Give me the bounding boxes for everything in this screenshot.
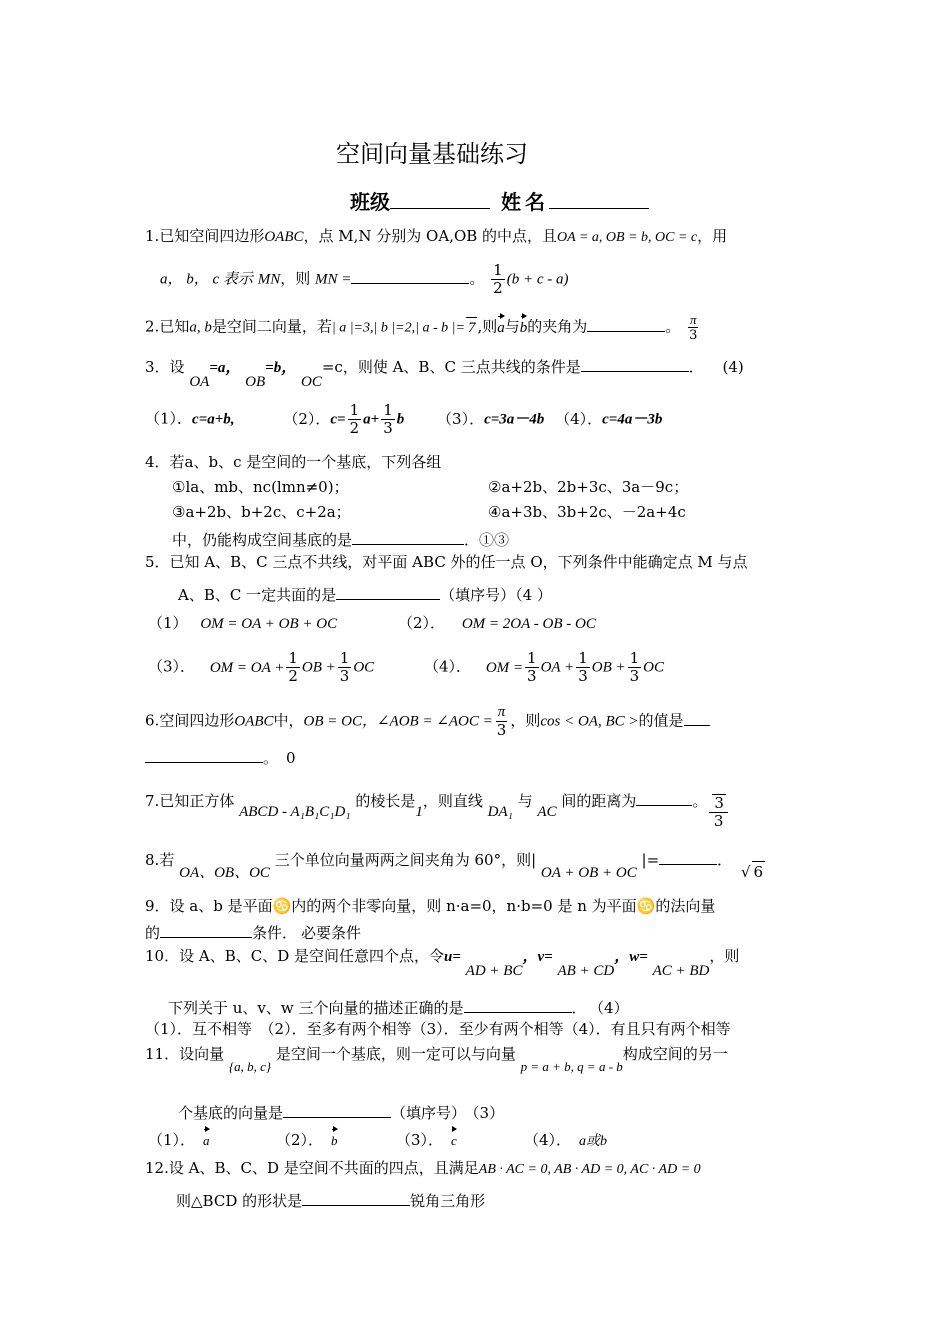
math-ob: OB bbox=[245, 374, 266, 390]
question-text: A、B、C 一定共面的是 bbox=[178, 586, 337, 604]
punctuation: ． bbox=[717, 851, 733, 869]
answer-fraction bbox=[687, 312, 699, 343]
math-one: 1 bbox=[415, 804, 423, 820]
question-text: 已知 bbox=[159, 317, 190, 336]
punctuation: ． bbox=[571, 999, 587, 1017]
fraction-numerator: 1 bbox=[578, 649, 588, 667]
fraction-numerator: π bbox=[497, 704, 506, 720]
fraction-numerator: π bbox=[689, 312, 697, 327]
header bbox=[350, 186, 649, 215]
answer: 必要条件 bbox=[301, 924, 362, 942]
answer-blank[interactable] bbox=[684, 708, 710, 726]
fraction-denominator: 2 bbox=[349, 419, 360, 437]
math-v-expr: AB + CD bbox=[557, 963, 615, 979]
question-text: 的夹角为 bbox=[527, 317, 588, 336]
question-number: 10． bbox=[145, 947, 180, 965]
fraction-denominator: 2 bbox=[288, 667, 298, 685]
question-text: ，则 bbox=[709, 947, 740, 965]
question-11-option-2 bbox=[276, 1130, 338, 1151]
question-6-line-1 bbox=[145, 704, 710, 739]
question-text: 设 A、B、C、D 是空间不共面的四点，且满足 bbox=[168, 1159, 479, 1177]
answer-blank[interactable] bbox=[464, 995, 572, 1013]
option-expression: OM = OA + OB + OC bbox=[200, 616, 338, 632]
question-number: 2. bbox=[145, 317, 160, 336]
question-text: ，点 M,N 分别为 OA,OB 的中点，且 bbox=[303, 227, 558, 245]
math-oabc: OABC bbox=[234, 713, 274, 730]
option-label: （3）． bbox=[396, 1131, 444, 1149]
vector-a: a bbox=[203, 1131, 210, 1151]
option-label: （4）． bbox=[424, 657, 472, 676]
question-text: a， b， c 表示 bbox=[160, 271, 253, 288]
question-number: 3．设 bbox=[145, 358, 185, 376]
answer-blank[interactable] bbox=[659, 847, 717, 865]
fraction bbox=[338, 650, 352, 685]
math-ab: a, b bbox=[189, 319, 212, 336]
fraction-denominator: 3 bbox=[629, 667, 640, 685]
question-text: 个基底的向量是 bbox=[178, 1104, 284, 1122]
answer: （4 ） bbox=[515, 586, 552, 604]
math-oabc: OABC bbox=[264, 229, 304, 245]
question-text: 已知正方体 bbox=[159, 792, 235, 810]
question-text: ,则 bbox=[477, 317, 498, 336]
question-text: a、b、c 是空间的一个基底，下列各组 bbox=[184, 453, 442, 471]
question-text: ，则 bbox=[510, 711, 541, 730]
question-text: |= bbox=[641, 851, 660, 869]
question-text: ，用 bbox=[697, 227, 728, 245]
question-4-group-2: ②a+2b、2b+3c、3a－9c； bbox=[488, 478, 689, 496]
fraction-denominator: 2 bbox=[493, 279, 503, 297]
question-number: 6. bbox=[145, 711, 160, 730]
answer-blank[interactable] bbox=[160, 920, 252, 938]
question-number: 7. bbox=[145, 792, 160, 810]
question-text: 中， bbox=[273, 711, 304, 730]
question-9-line-2 bbox=[145, 920, 361, 943]
question-text: 中，仍能构成空间基底的是 bbox=[172, 531, 353, 549]
question-10-line-2 bbox=[168, 995, 629, 1018]
math-sum: OA + OB + OC bbox=[540, 865, 637, 881]
math-u: u= bbox=[444, 949, 461, 965]
fraction-numerator: 1 bbox=[339, 649, 350, 667]
option-label: （1）． bbox=[145, 409, 193, 428]
question-text: 若 bbox=[159, 851, 175, 869]
math-vector-definitions: OA = a, OB = b, OC = c bbox=[557, 230, 698, 245]
name-label: 姓名 bbox=[500, 190, 549, 214]
question-number: 11． bbox=[145, 1045, 180, 1063]
punctuation: 。 bbox=[469, 269, 485, 288]
fraction bbox=[348, 402, 362, 437]
question-10-options: （1）．互不相等 （2）．至多有两个相等（3）．至少有两个相等（4）．有且只有两个相等 bbox=[145, 1020, 731, 1038]
question-text: （填序号） bbox=[391, 1104, 467, 1122]
fraction-numerator: 1 bbox=[493, 261, 503, 279]
fraction bbox=[495, 704, 509, 739]
question-9-line-1: 9．设 a、b 是平面♋内的两个非零向量，则 n·a=0，n·b=0 是 n 为平面♋的法向量 bbox=[145, 897, 716, 915]
answer-sqrt6: √ 6 bbox=[740, 863, 764, 881]
question-4-line-4 bbox=[172, 527, 509, 550]
question-5-option-2 bbox=[398, 613, 596, 634]
answer-blank[interactable] bbox=[581, 354, 689, 372]
option-expression: c=4a－3b bbox=[602, 411, 663, 428]
fraction bbox=[381, 402, 395, 437]
answer-blank-continued[interactable] bbox=[145, 745, 263, 763]
math-vectors: OA、OB、OC bbox=[179, 865, 270, 881]
math-condition: AB · AC = 0, AB · AD = 0, AC · AD = 0 bbox=[478, 1162, 701, 1177]
option-expression: a+ bbox=[363, 411, 380, 428]
option-expression: OM = 2OA - OB - OC bbox=[461, 616, 596, 632]
answer-blank[interactable] bbox=[336, 582, 440, 600]
answer-expression: (b + c - a) bbox=[506, 271, 569, 288]
option-label: （4）． bbox=[524, 1131, 572, 1149]
math-condition: OB = OC，∠AOB = ∠AOC = bbox=[303, 713, 493, 730]
question-5-line-2 bbox=[178, 582, 552, 605]
option-label: （2）． bbox=[398, 614, 446, 632]
answer-blank[interactable] bbox=[587, 314, 665, 332]
option-expression: c=3a－4b bbox=[484, 411, 545, 428]
question-text: 的值是 bbox=[638, 711, 684, 730]
question-5-option-1 bbox=[148, 613, 337, 634]
question-text: 是空间二向量，若 bbox=[211, 317, 332, 336]
fraction-denominator: 3 bbox=[383, 419, 393, 437]
option-label: （2）． bbox=[283, 409, 331, 428]
fraction-numerator: 1 bbox=[349, 401, 360, 419]
answer: 0 bbox=[286, 749, 296, 767]
question-text: 条件． bbox=[252, 924, 298, 942]
answer-blank[interactable] bbox=[351, 266, 469, 284]
question-12-line-2 bbox=[176, 1188, 485, 1211]
fraction bbox=[286, 650, 300, 685]
option-label: （3）． bbox=[148, 657, 196, 676]
class-label: 班级 bbox=[350, 190, 390, 214]
question-text: 设向量 bbox=[179, 1045, 225, 1063]
question-text: 构成空间的另一 bbox=[622, 1045, 728, 1063]
question-10-line-1 bbox=[145, 946, 740, 979]
question-number: 4．若 bbox=[145, 453, 185, 471]
vector-a: a bbox=[497, 319, 505, 336]
question-11-option-4 bbox=[524, 1130, 607, 1152]
punctuation: 。 bbox=[665, 317, 681, 336]
question-8 bbox=[145, 847, 765, 881]
page-title: 空间向量基础练习 bbox=[336, 140, 528, 168]
option-label: （3）． bbox=[437, 409, 485, 428]
vector-c: c bbox=[451, 1131, 457, 1151]
question-11-option-1 bbox=[148, 1130, 210, 1151]
answer-blank[interactable] bbox=[302, 1188, 410, 1206]
math-mn: MN = bbox=[315, 271, 352, 288]
math-oc: OC bbox=[301, 374, 322, 390]
fraction-denominator: 3 bbox=[339, 667, 350, 685]
question-text: 下列关于 u、v、w 三个向量的描述正确的是 bbox=[168, 999, 464, 1017]
answer-blank[interactable] bbox=[283, 1100, 391, 1118]
question-text: 空间四边形 bbox=[159, 711, 235, 730]
question-text: 则△BCD 的形状是 bbox=[176, 1192, 303, 1210]
math-cos: cos < OA, BC > bbox=[540, 713, 639, 730]
answer: ①③ bbox=[479, 531, 510, 549]
punctuation: 。 bbox=[263, 749, 279, 767]
answer-blank[interactable] bbox=[636, 788, 692, 806]
answer-fraction bbox=[709, 794, 728, 830]
fraction-numerator: 1 bbox=[288, 649, 298, 667]
option-label: （1）． bbox=[148, 1131, 196, 1149]
option-expression: OC bbox=[353, 659, 375, 676]
option-expression: OB + bbox=[301, 659, 336, 676]
option-label: （4）． bbox=[555, 409, 603, 428]
question-text: （填序号） bbox=[440, 586, 516, 604]
class-field[interactable] bbox=[390, 191, 490, 209]
question-text: 的 bbox=[145, 924, 161, 942]
option-expression: OA + bbox=[540, 659, 575, 676]
answer: （4） bbox=[596, 999, 629, 1017]
answer: （3） bbox=[472, 1104, 505, 1122]
question-text: 三个单位向量两两之间夹角为 60°，则| bbox=[274, 851, 537, 869]
option-expression: OB + bbox=[591, 659, 626, 676]
question-3 bbox=[145, 354, 744, 390]
math-pq: p = a + b, q = a - b bbox=[520, 1059, 623, 1074]
fraction-denominator: 3 bbox=[496, 721, 507, 739]
math-basis: {a, b, c} bbox=[228, 1059, 272, 1074]
fraction-numerator: 1 bbox=[527, 649, 537, 667]
math-eq: =a， bbox=[209, 360, 241, 376]
fraction-numerator: 1 bbox=[383, 401, 393, 419]
question-text: 间的距离为 bbox=[561, 792, 637, 810]
math-sqrt-7: 7 bbox=[466, 317, 478, 338]
math-cube: ABCD - A₁B₁C₁D₁ bbox=[239, 804, 351, 820]
question-4-group-4: ④a+3b、3b+2c、－2a+4c bbox=[488, 503, 686, 521]
punctuation: ． bbox=[464, 531, 480, 549]
question-11-line-2 bbox=[178, 1100, 504, 1123]
question-3-options bbox=[145, 402, 662, 437]
question-text: 与 bbox=[504, 317, 520, 336]
sqrt-value: 6 bbox=[753, 863, 764, 881]
answer-blank[interactable] bbox=[352, 527, 464, 545]
fraction bbox=[576, 650, 590, 685]
option-expression: b bbox=[396, 411, 405, 428]
answer: (4) bbox=[722, 358, 744, 376]
answer-fraction bbox=[491, 262, 505, 297]
option-label: （1） bbox=[148, 614, 188, 632]
option-expression: OM = OA + bbox=[209, 659, 285, 676]
question-text: ，则直线 bbox=[422, 792, 483, 810]
question-7 bbox=[145, 784, 730, 830]
question-text: 已知空间四边形 bbox=[159, 227, 265, 245]
math-ac: AC bbox=[537, 804, 557, 820]
question-number: 12. bbox=[145, 1159, 169, 1177]
question-1-line-1 bbox=[145, 226, 727, 248]
math-w: ，w= bbox=[614, 949, 648, 965]
question-number: 8. bbox=[145, 851, 160, 869]
question-2 bbox=[145, 312, 701, 343]
question-4-group-3: ③a+2b、b+2c、c+2a； bbox=[172, 503, 351, 521]
option-expression: c= bbox=[330, 411, 346, 428]
math-v: ，v= bbox=[522, 949, 553, 965]
math-w-expr: AC + BD bbox=[652, 963, 710, 979]
question-1-line-2 bbox=[160, 262, 568, 297]
answer: 锐角三角形 bbox=[410, 1192, 486, 1210]
fraction-denominator: 3 bbox=[689, 328, 698, 343]
math-da1: DA₁ bbox=[487, 804, 513, 820]
fraction-denominator: 3 bbox=[527, 667, 537, 685]
question-number: 1. bbox=[145, 227, 160, 245]
vector-b: b bbox=[331, 1131, 338, 1151]
math-eq: =b， bbox=[265, 360, 297, 376]
question-text: 是空间一个基底，则一定可以与向量 bbox=[275, 1045, 516, 1063]
question-4-line-1 bbox=[145, 452, 441, 472]
question-6-line-2 bbox=[145, 745, 296, 768]
option-label: （2）． bbox=[276, 1131, 324, 1149]
question-text: 与 bbox=[517, 792, 533, 810]
question-5-line-1: 5．已知 A、B、C 三点不共线，对平面 ABC 外的任一点 O，下列条件中能确定点 M 与点 bbox=[145, 553, 748, 571]
fraction-denominator: 3 bbox=[713, 812, 724, 830]
question-5-option-4 bbox=[424, 650, 664, 685]
name-field[interactable] bbox=[549, 191, 649, 209]
option-expression: OC bbox=[643, 659, 664, 676]
vector-b: b bbox=[519, 319, 528, 336]
question-text: =c，则使 A、B、C 三点共线的条件是 bbox=[321, 358, 581, 376]
option-expression: c=a+b, bbox=[192, 411, 235, 428]
question-11-option-3 bbox=[396, 1130, 457, 1151]
math-condition: | a |=3,| b |=2,| a - b |= bbox=[331, 320, 465, 336]
fraction-numerator: 3 bbox=[714, 794, 724, 812]
vector-a-or-b: a或b bbox=[579, 1134, 608, 1149]
question-4-group-1: ①la、mb、nc(lmn≠0)； bbox=[172, 478, 349, 496]
question-text: ，则 bbox=[280, 269, 311, 288]
question-text: 的棱长是 bbox=[355, 792, 416, 810]
question-11-line-1 bbox=[145, 1044, 728, 1074]
math-oa: OA bbox=[189, 374, 210, 390]
question-12-line-1 bbox=[145, 1158, 701, 1180]
question-5-option-3 bbox=[148, 650, 374, 685]
fraction-denominator: 3 bbox=[578, 667, 588, 685]
punctuation: 。 bbox=[692, 792, 708, 810]
option-expression: OM = bbox=[485, 659, 524, 676]
question-text: 设 A、B、C、D 是空间任意四个点，令 bbox=[179, 947, 444, 965]
fraction bbox=[525, 650, 539, 685]
punctuation: ． bbox=[688, 358, 704, 376]
math-u-expr: AD + BC bbox=[465, 963, 523, 979]
fraction bbox=[628, 650, 642, 685]
math-mn: MN bbox=[257, 271, 281, 288]
fraction-numerator: 1 bbox=[629, 649, 640, 667]
